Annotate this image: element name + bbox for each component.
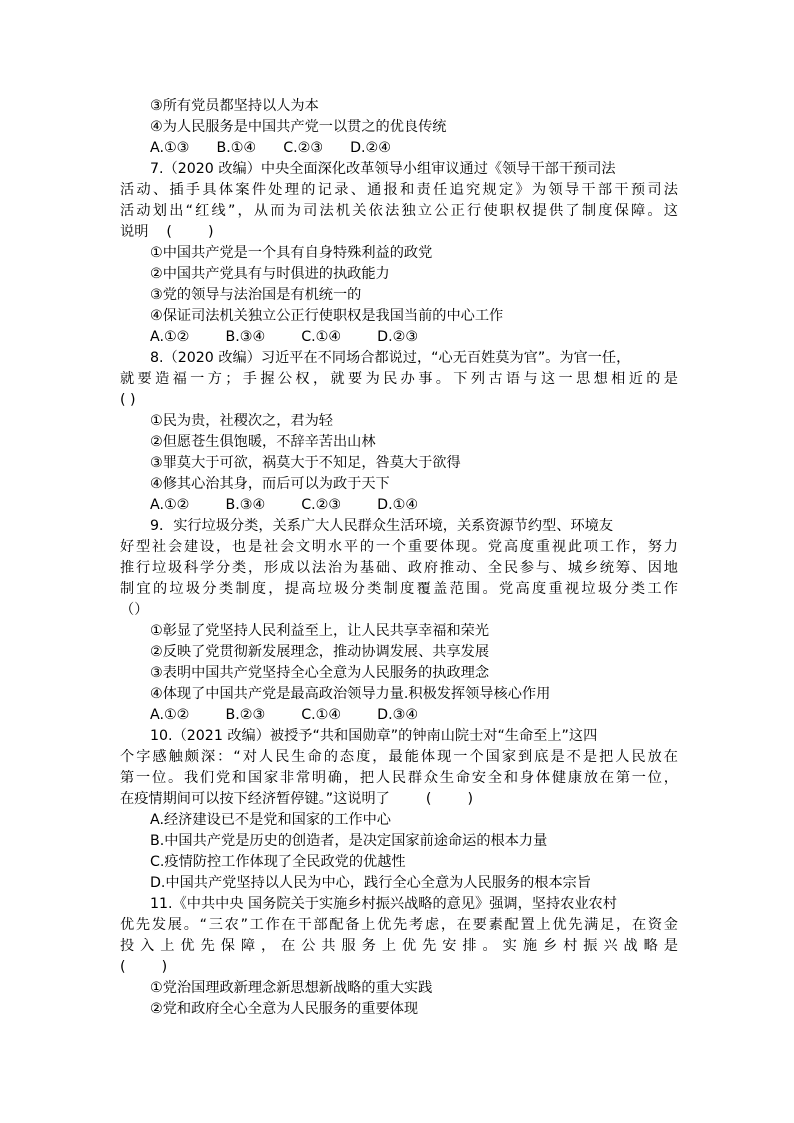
question-8-text: 就要造福一方；手握公权，就要为民办事。下列古语与这一思想相近的是 bbox=[120, 371, 678, 387]
option-line: ②中国共产党具有与时俱进的执政能力 bbox=[150, 266, 390, 282]
option-line: D.中国共产党坚持以人民为中心，践行全心全意为人民服务的根本宗旨 bbox=[150, 875, 592, 891]
question-10-text: 在疫情期间可以按下经济暂停键。”这说明了 ( ) bbox=[120, 791, 474, 807]
question-11-text: 投入上优先保障，在公共服务上优先安排。实施乡村振兴战略是 bbox=[120, 938, 678, 954]
question-10-text: 第一位。我们党和国家非常明确，把人民群众生命安全和身体健康放在第一位， bbox=[120, 770, 678, 786]
option-line: ①中国共产党是一个具有自身特殊利益的政党 bbox=[150, 245, 433, 261]
question-7-text: 活动、插手具体案件处理的记录、通报和责任追究规定》为领导干部干预司法 bbox=[120, 182, 678, 198]
question-10-text: 10.（2021 改编）被授予“共和国勋章”的钟南山院士对“生命至上”这四 bbox=[150, 728, 598, 744]
question-10-text: 个字感触颇深：“对人民生命的态度，最能体现一个国家到底是不是把人民放在 bbox=[120, 749, 678, 765]
question-8-text: 8.（2020 改编）习近平在不同场合都说过，“心无百姓莫为官”。为官一任， bbox=[150, 350, 631, 366]
question-8-text: ( ) bbox=[120, 392, 136, 408]
answer-choices: A.①② B.③④ C.②③ D.①④ bbox=[150, 497, 419, 513]
answer-choices: A.①③ B.①④ C.②③ D.②④ bbox=[150, 140, 391, 156]
option-line: ④为人民服务是中国共产党一以贯之的优良传统 bbox=[150, 119, 447, 135]
option-line: ②反映了党贯彻新发展理念，推动协调发展、共享发展 bbox=[150, 644, 490, 660]
option-line: ③所有党员都坚持以人为本 bbox=[150, 98, 319, 114]
answer-choices: A.①② B.②③ C.①④ D.③④ bbox=[150, 707, 419, 723]
option-line: ①彰显了党坚持人民利益至上，让人民共享幸福和荣光 bbox=[150, 623, 490, 639]
option-line: ④修其心治其身，而后可以为政于天下 bbox=[150, 476, 390, 492]
question-7-text: 7.（2020 改编）中央全面深化改革领导小组审议通过《领导干部干预司法 bbox=[150, 161, 616, 177]
option-line: ②但愿苍生俱饱暖，不辞辛苦出山林 bbox=[150, 434, 376, 450]
question-11-text: 优先发展。“三农”工作在干部配备上优先考虑，在要素配置上优先满足，在资金 bbox=[120, 917, 678, 933]
option-line: A.经济建设已不是党和国家的工作中心 bbox=[150, 812, 391, 828]
question-9-text: 推行垃圾科学分类，形成以法治为基础、政府推动、全民参与、城乡统筹、因地 bbox=[120, 560, 678, 576]
option-line: ②党和政府全心全意为人民服务的重要体现 bbox=[150, 1001, 419, 1017]
question-11-text: ( ) bbox=[120, 959, 168, 975]
question-7-text: 活动划出“红线”，从而为司法机关依法独立公正行使职权提供了制度保障。这 bbox=[120, 203, 678, 219]
option-line: B.中国共产党是历史的创造者，是决定国家前途命运的根本力量 bbox=[150, 833, 548, 849]
option-line: C.疫情防控工作体现了全民政党的优越性 bbox=[150, 854, 406, 870]
option-line: ③罪莫大于可欲，祸莫大于不知足，咎莫大于欲得 bbox=[150, 455, 461, 471]
option-line: ①党治国理政新理念新思想新战略的重大实践 bbox=[150, 980, 433, 996]
question-7-text: 说明 ( ) bbox=[120, 224, 214, 240]
answer-choices: A.①② B.③④ C.①④ D.②③ bbox=[150, 329, 419, 345]
question-11-text: 11.《中共中央 国务院关于实施乡村振兴战略的意见》强调，坚持农业农村 bbox=[150, 896, 617, 912]
option-line: ④体现了中国共产党是最高政治领导力量.积极发挥领导核心作用 bbox=[150, 686, 551, 702]
question-9-text: 制宜的垃圾分类制度，提高垃圾分类制度覆盖范围。党高度重视垃圾分类工作 bbox=[120, 581, 678, 597]
option-line: ①民为贵，社稷次之，君为轻 bbox=[150, 413, 333, 429]
question-9-text: 9．实行垃圾分类，关系广大人民群众生活环境，关系资源节约型、环境友 bbox=[150, 518, 614, 534]
option-line: ③表明中国共产党坚持全心全意为人民服务的执政理念 bbox=[150, 665, 490, 681]
option-line: ③党的领导与法治国是有机统一的 bbox=[150, 287, 362, 303]
option-line: ④保证司法机关独立公正行使职权是我国当前的中心工作 bbox=[150, 308, 504, 324]
question-9-text: （） bbox=[120, 602, 149, 618]
question-9-text: 好型社会建设，也是社会文明水平的一个重要体现。党高度重视此项工作，努力 bbox=[120, 539, 678, 555]
